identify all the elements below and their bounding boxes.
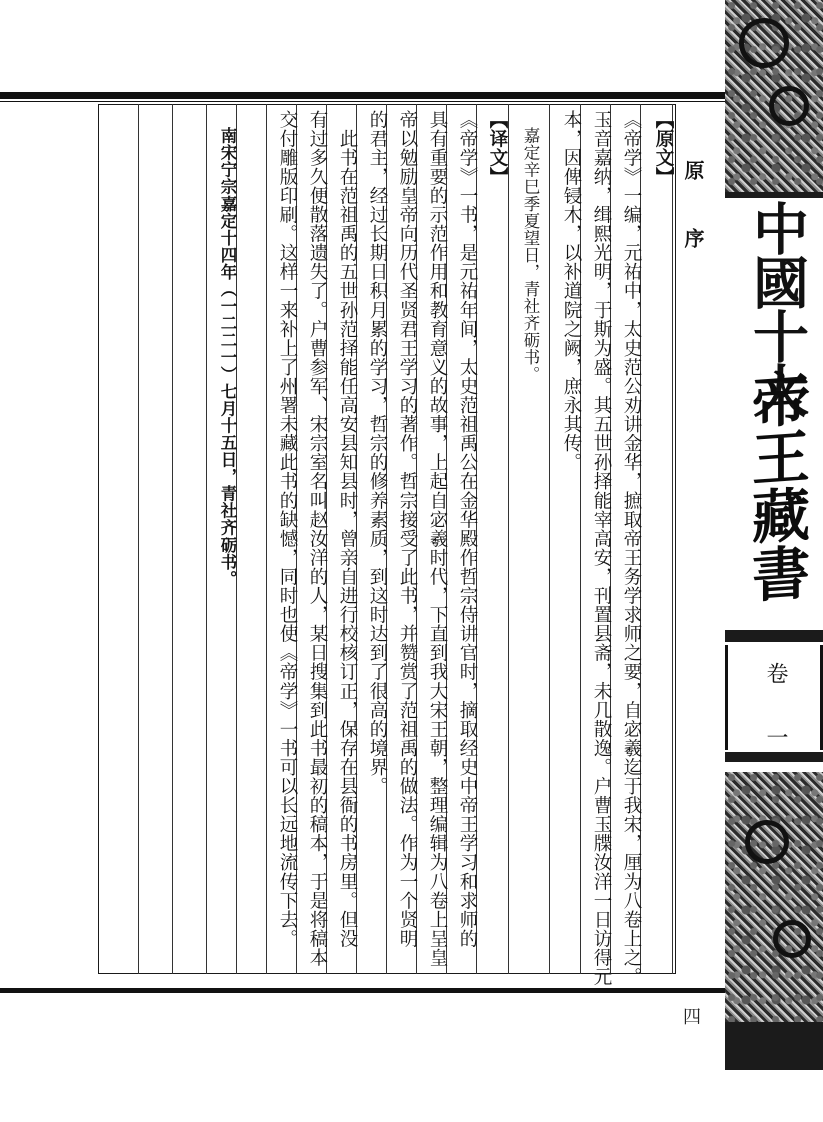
page-number: 四	[683, 1007, 701, 1028]
translation-line: 的君主，经过长期日积月累的学习，哲宗的修养素质，到这时达到了很高的境界。	[367, 110, 388, 796]
column-separator	[138, 104, 139, 974]
ornament-swirl	[769, 86, 809, 126]
band-divider	[725, 630, 823, 642]
column-separator	[206, 104, 207, 974]
series-script-title: 帝王藏書	[742, 367, 810, 605]
top-thin-rule	[0, 101, 725, 102]
original-text-label: 【原文】	[653, 110, 674, 187]
column-separator	[172, 104, 173, 974]
ornament-swirl	[739, 18, 789, 68]
translation-line: 有过多久便散落遗失了。户曹参军、宋宗室名叫赵汝洋的人，某日搜集到此书最初的稿本，于是将稿本	[307, 110, 328, 968]
series-title: 中國十大	[744, 200, 809, 416]
translation-line: 此书在范祖禹的五世孙范择能任高安县知县时，曾亲自进行校核订正，保存在县衙的书房里。但没	[337, 110, 358, 949]
translation-signature: 南宋宁宗嘉定十四年（一二二一）七月十五日，青社齐砺书。	[218, 110, 237, 588]
bottom-rule	[0, 988, 725, 993]
top-rule	[0, 92, 725, 99]
preface-title: 原 序	[681, 160, 705, 262]
volume-label: 卷 一	[763, 662, 788, 758]
band-footer-block	[725, 1022, 823, 1070]
column-separator	[266, 104, 267, 974]
bottom-ornament	[725, 772, 823, 1022]
translation-line: 《帝学》一书，是元祐年间，太史范祖禹公在金华殿作哲宗侍讲官时，摘取经史中帝王学习和求师的	[457, 110, 478, 949]
original-text-line: 本，因俾锓木，以补道院之阙，庶永其传。	[561, 110, 582, 472]
translation-line: 具有重要的示范作用和教育意义的故事，上起自宓羲时代，下直到我大宋王朝，整理编辑为八卷上呈皇	[427, 110, 448, 968]
original-signature: 嘉定辛巳季夏望日，青社齐砺书。	[521, 110, 540, 383]
original-text-line: 玉音嘉纳，缉熙光明，于斯为盛。其五世孙择能宰高安，刊置县斋，未几散逸。户曹玉牒汝洋一日访得元	[591, 110, 612, 987]
ornament-swirl	[745, 820, 789, 864]
translation-line: 交付雕版印刷。这样一来补上了州署未藏此书的缺憾，同时也使《帝学》一书可以长远地流传下去。	[277, 110, 298, 949]
band-divider	[725, 192, 823, 198]
column-separator	[549, 104, 550, 974]
translation-label: 【译文】	[487, 110, 508, 187]
original-text-line: 《帝学》一编，元祐中，太史范公劝讲金华，摭取帝王务学求师之要，自宓羲迄于我宋，厘为八卷上之。	[621, 110, 642, 987]
ornament-swirl	[773, 920, 811, 958]
translation-line: 帝以勉励皇帝向历代圣贤君王学习的著作。哲宗接受了此书，并赞赏了范祖禹的做法。作为一个贤明	[397, 110, 418, 949]
